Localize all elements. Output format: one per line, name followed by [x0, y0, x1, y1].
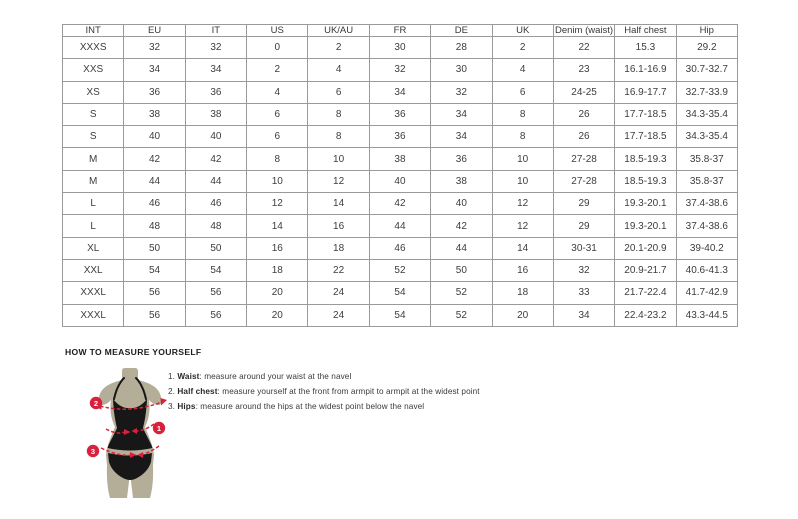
table-cell: 10 — [492, 170, 553, 192]
table-cell: 26 — [553, 103, 614, 125]
table-cell: 8 — [308, 103, 369, 125]
table-cell: 22 — [553, 37, 614, 59]
column-header: INT — [63, 25, 124, 37]
table-cell: 48 — [124, 215, 185, 237]
table-row — [63, 259, 738, 281]
table-cell: 34 — [553, 304, 614, 326]
column-header: UK — [492, 25, 553, 37]
table-cell: 42 — [124, 148, 185, 170]
table-cell: 36 — [369, 103, 430, 125]
table-cell: XS — [63, 81, 124, 103]
table-cell: 37.4-38.6 — [676, 193, 737, 215]
table-cell: 42 — [431, 215, 492, 237]
table-cell: 29.2 — [676, 37, 737, 59]
measure-steps-list — [168, 372, 480, 417]
table-cell: 18.5-19.3 — [615, 148, 676, 170]
table-cell: 39-40.2 — [676, 237, 737, 259]
table-cell: 32 — [369, 59, 430, 81]
table-cell: 22.4-23.2 — [615, 304, 676, 326]
table-cell: 42 — [185, 148, 246, 170]
table-cell: 24-25 — [553, 81, 614, 103]
table-cell: 30 — [431, 59, 492, 81]
table-cell: 35.8-37 — [676, 170, 737, 192]
table-cell: 56 — [185, 304, 246, 326]
table-cell: 10 — [308, 148, 369, 170]
table-cell: 32 — [124, 37, 185, 59]
table-cell: 37.4-38.6 — [676, 215, 737, 237]
table-cell: XXXS — [63, 37, 124, 59]
table-cell: 50 — [185, 237, 246, 259]
step-term: Hips — [177, 402, 196, 411]
table-cell: 34 — [369, 81, 430, 103]
table-cell: 32 — [431, 81, 492, 103]
table-cell: 40 — [369, 170, 430, 192]
table-cell: 44 — [369, 215, 430, 237]
table-cell: M — [63, 148, 124, 170]
table-cell: 32 — [553, 259, 614, 281]
table-cell: 20 — [492, 304, 553, 326]
table-row — [63, 193, 738, 215]
table-cell: 19.3-20.1 — [615, 193, 676, 215]
table-cell: 29 — [553, 215, 614, 237]
step-term: Waist — [177, 372, 200, 381]
table-cell: 46 — [124, 193, 185, 215]
table-cell: 16.1-16.9 — [615, 59, 676, 81]
table-cell: 16 — [492, 259, 553, 281]
table-cell: 52 — [369, 259, 430, 281]
table-cell: 6 — [492, 81, 553, 103]
table-cell: 44 — [185, 170, 246, 192]
table-cell: 27-28 — [553, 170, 614, 192]
table-cell: 32.7-33.9 — [676, 81, 737, 103]
table-cell: 56 — [185, 282, 246, 304]
column-header: FR — [369, 25, 430, 37]
table-cell: 12 — [492, 215, 553, 237]
table-cell: 44 — [431, 237, 492, 259]
table-cell: 8 — [308, 126, 369, 148]
measure-step — [168, 387, 480, 397]
table-cell: 24 — [308, 304, 369, 326]
table-cell: L — [63, 215, 124, 237]
table-cell: 56 — [124, 282, 185, 304]
table-cell: 36 — [369, 126, 430, 148]
table-cell: 2 — [308, 37, 369, 59]
column-header: UK/AU — [308, 25, 369, 37]
step-term: Half chest — [177, 387, 218, 396]
size-chart-table — [62, 24, 738, 327]
table-cell: 29 — [553, 193, 614, 215]
step-text: : measure around the hips at the widest point below the navel — [195, 402, 425, 411]
table-cell: 43.3-44.5 — [676, 304, 737, 326]
table-cell: 24 — [308, 282, 369, 304]
column-header: EU — [124, 25, 185, 37]
table-cell: 27-28 — [553, 148, 614, 170]
table-row — [63, 304, 738, 326]
table-cell: 50 — [124, 237, 185, 259]
step-number: 3. — [168, 402, 178, 411]
table-cell: 12 — [308, 170, 369, 192]
column-header: US — [247, 25, 308, 37]
table-cell: 17.7-18.5 — [615, 103, 676, 125]
badge-2-number: 2 — [93, 398, 99, 408]
table-cell: 19.3-20.1 — [615, 215, 676, 237]
table-cell: 54 — [369, 304, 430, 326]
badge-1-number: 1 — [156, 423, 162, 433]
table-cell: 52 — [431, 304, 492, 326]
table-cell: 15.3 — [615, 37, 676, 59]
table-cell: 12 — [247, 193, 308, 215]
table-row — [63, 170, 738, 192]
table-row — [63, 126, 738, 148]
table-cell: 30.7-32.7 — [676, 59, 737, 81]
table-cell: 16.9-17.7 — [615, 81, 676, 103]
table-cell: 18 — [247, 259, 308, 281]
table-cell: 36 — [124, 81, 185, 103]
table-cell: 46 — [369, 237, 430, 259]
table-header-row — [63, 25, 738, 37]
table-cell: 33 — [553, 282, 614, 304]
table-cell: 4 — [247, 81, 308, 103]
table-cell: 18 — [492, 282, 553, 304]
table-cell: 4 — [308, 59, 369, 81]
column-header: Half chest — [615, 25, 676, 37]
step-number: 1. — [168, 372, 178, 381]
table-cell: 23 — [553, 59, 614, 81]
measure-section-heading: HOW TO MEASURE YOURSELF — [65, 347, 202, 357]
table-cell: L — [63, 193, 124, 215]
table-row — [63, 81, 738, 103]
table-cell: 36 — [431, 148, 492, 170]
table-cell: XXL — [63, 259, 124, 281]
table-cell: XXS — [63, 59, 124, 81]
chest-arrow-right-icon — [161, 398, 168, 406]
table-cell: 35.8-37 — [676, 148, 737, 170]
table-cell: 34 — [431, 103, 492, 125]
step-text: : measure yourself at the front from armpit to armpit at the widest point — [217, 387, 480, 396]
table-cell: 38 — [431, 170, 492, 192]
table-cell: 48 — [185, 215, 246, 237]
table-cell: 10 — [247, 170, 308, 192]
table-cell: 56 — [124, 304, 185, 326]
table-cell: XXXL — [63, 282, 124, 304]
table-row — [63, 282, 738, 304]
table-cell: XXXL — [63, 304, 124, 326]
table-cell: 40 — [185, 126, 246, 148]
measure-step — [168, 372, 480, 382]
table-cell: 54 — [369, 282, 430, 304]
table-cell: 38 — [369, 148, 430, 170]
table-cell: 20 — [247, 304, 308, 326]
table-cell: 30-31 — [553, 237, 614, 259]
table-cell: 30 — [369, 37, 430, 59]
table-cell: 12 — [492, 193, 553, 215]
table-cell: XL — [63, 237, 124, 259]
table-cell: 32 — [185, 37, 246, 59]
table-cell: 6 — [247, 103, 308, 125]
column-header: Hip — [676, 25, 737, 37]
table-cell: 10 — [492, 148, 553, 170]
table-cell: 41.7-42.9 — [676, 282, 737, 304]
table-cell: 8 — [247, 148, 308, 170]
table-cell: 34.3-35.4 — [676, 126, 737, 148]
table-cell: 34 — [124, 59, 185, 81]
table-cell: S — [63, 126, 124, 148]
table-cell: 2 — [492, 37, 553, 59]
table-row — [63, 103, 738, 125]
column-header: DE — [431, 25, 492, 37]
table-cell: 0 — [247, 37, 308, 59]
table-cell: 21.7-22.4 — [615, 282, 676, 304]
table-cell: 8 — [492, 126, 553, 148]
table-cell: 42 — [369, 193, 430, 215]
table-row — [63, 59, 738, 81]
table-cell: 46 — [185, 193, 246, 215]
table-cell: 4 — [492, 59, 553, 81]
step-number: 2. — [168, 387, 178, 396]
badge-3-number: 3 — [90, 446, 96, 456]
measure-step — [168, 402, 480, 412]
table-cell: 52 — [431, 282, 492, 304]
table-body — [63, 37, 738, 327]
table-cell: 2 — [247, 59, 308, 81]
table-cell: 34.3-35.4 — [676, 103, 737, 125]
table-cell: 16 — [247, 237, 308, 259]
table-cell: 44 — [124, 170, 185, 192]
table-cell: 38 — [185, 103, 246, 125]
table-cell: 40.6-41.3 — [676, 259, 737, 281]
step-text: : measure around your waist at the navel — [199, 372, 352, 381]
table-row — [63, 37, 738, 59]
table-row — [63, 215, 738, 237]
table-cell: 34 — [431, 126, 492, 148]
table-cell: 40 — [431, 193, 492, 215]
table-cell: 14 — [492, 237, 553, 259]
table-cell: 40 — [124, 126, 185, 148]
table-cell: 8 — [492, 103, 553, 125]
table-cell: 6 — [247, 126, 308, 148]
table-cell: 50 — [431, 259, 492, 281]
table-cell: 14 — [308, 193, 369, 215]
table-row — [63, 148, 738, 170]
table-cell: 34 — [185, 59, 246, 81]
table-row — [63, 237, 738, 259]
table-cell: 16 — [308, 215, 369, 237]
table-cell: 20.1-20.9 — [615, 237, 676, 259]
table-cell: 20.9-21.7 — [615, 259, 676, 281]
table-cell: 18.5-19.3 — [615, 170, 676, 192]
table-cell: 54 — [185, 259, 246, 281]
table-cell: 38 — [124, 103, 185, 125]
table-cell: 36 — [185, 81, 246, 103]
table-cell: 28 — [431, 37, 492, 59]
table-cell: S — [63, 103, 124, 125]
table-cell: 26 — [553, 126, 614, 148]
table-cell: 17.7-18.5 — [615, 126, 676, 148]
column-header: Denim (waist) — [555, 25, 614, 36]
column-header: IT — [185, 25, 246, 37]
table-cell: 6 — [308, 81, 369, 103]
table-cell: 20 — [247, 282, 308, 304]
table-cell: 54 — [124, 259, 185, 281]
table-cell: M — [63, 170, 124, 192]
table-cell: 18 — [308, 237, 369, 259]
table-cell: 14 — [247, 215, 308, 237]
table-cell: 22 — [308, 259, 369, 281]
